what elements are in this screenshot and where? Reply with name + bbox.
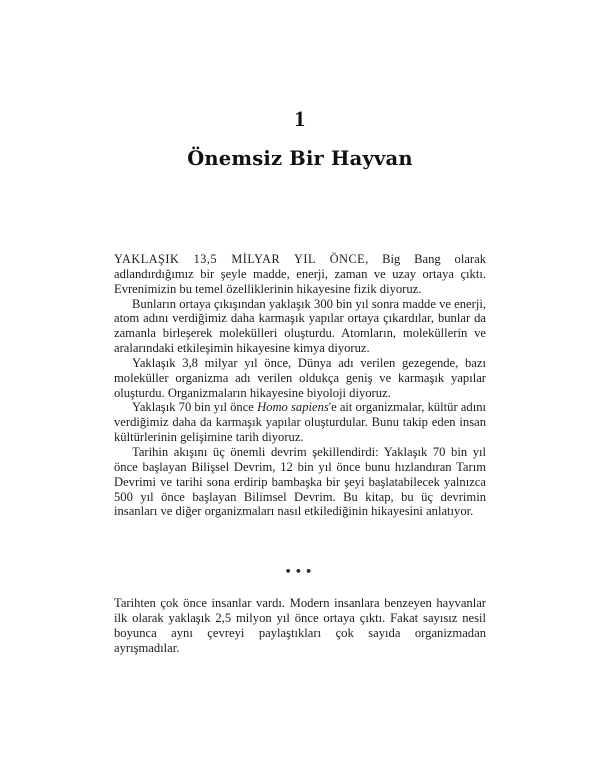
paragraph-4-text-before-italic: Yaklaşık 70 bin yıl önce bbox=[132, 400, 258, 415]
chapter-number: 1 bbox=[294, 106, 306, 131]
closing-text-block bbox=[114, 596, 486, 655]
paragraph-3 bbox=[114, 356, 486, 401]
opening-small-caps: YAKLAŞIK 13,5 MİLYAR YIL ÖNCE bbox=[114, 252, 366, 266]
chapter-title: Önemsiz Bir Hayvan bbox=[187, 147, 413, 170]
paragraph-4-text-after-italic: 'e ait organizmalar, kültür adını verdiğimiz daha da karmaşık yapılar oluşturdular. Bunu takip eden insan kültürlerinin gelişimine tarih diyoruz. bbox=[114, 400, 486, 445]
paragraph-5-text: Tarihin akışını üç önemli devrim şekillendirdi: Yaklaşık 70 bin yıl önce başlayan Bilişsel Devrim, 12 bin yıl önce bunu hızlandıran Tarım Devrimi ve tarihi sona erdirip bambaşka bir şeyi başlatabilecek yalnızca 500 yıl önce başlayan Bilimsel Devrim. Bu kitap, bu üç devrimin insanları ve diğer organizmaları nasıl etkilediğinin hikayesini anlatıyor. bbox=[114, 444, 486, 519]
italic-species-name: Homo sapiens bbox=[257, 400, 329, 415]
paragraph-4 bbox=[114, 400, 486, 445]
paragraph-5 bbox=[114, 445, 486, 519]
paragraph-6 bbox=[114, 596, 486, 655]
chapter-heading bbox=[0, 108, 600, 169]
three-dots-icon: ••• bbox=[284, 565, 316, 578]
section-break-divider bbox=[0, 563, 600, 579]
paragraph-1 bbox=[114, 252, 486, 297]
paragraph-3-text: Yaklaşık 3,8 milyar yıl önce, Dünya adı verilen gezegende, bazı moleküller organizma adı verilen oldukça geniş ve karmaşık yapılar oluşturdu. Organizmaların hikayesine biyoloji diyoruz. bbox=[114, 355, 486, 400]
body-text-block bbox=[114, 252, 486, 519]
paragraph-2-text: Bunların ortaya çıkışından yaklaşık 300 bin yıl sonra madde ve enerji, atom adını verdiğimiz daha karmaşık yapılar ortaya çıkardılar, bunlar da zamanla birleşerek molekülleri oluşturdu. Atomların, moleküllerin ve aralarındaki etkileşimin hikayesine kimya diyoruz. bbox=[114, 296, 486, 356]
paragraph-6-text: Tarihten çok önce insanlar vardı. Modern insanlara benzeyen hayvanlar ilk olarak yaklaşık 2,5 milyon yıl önce ortaya çıktı. Fakat sayısız nesil boyunca aynı çevreyi paylaştıkları çok sayıda organizmadan ayrışmadılar. bbox=[114, 596, 486, 655]
paragraph-2 bbox=[114, 297, 486, 356]
paragraph-1-text: , Big Bang olarak adlandırdığımız bir şeyle madde, enerji, zaman ve uzay ortaya çıktı. Evrenimizin bu temel özelliklerinin hikayesine fizik diyoruz. bbox=[114, 252, 486, 296]
